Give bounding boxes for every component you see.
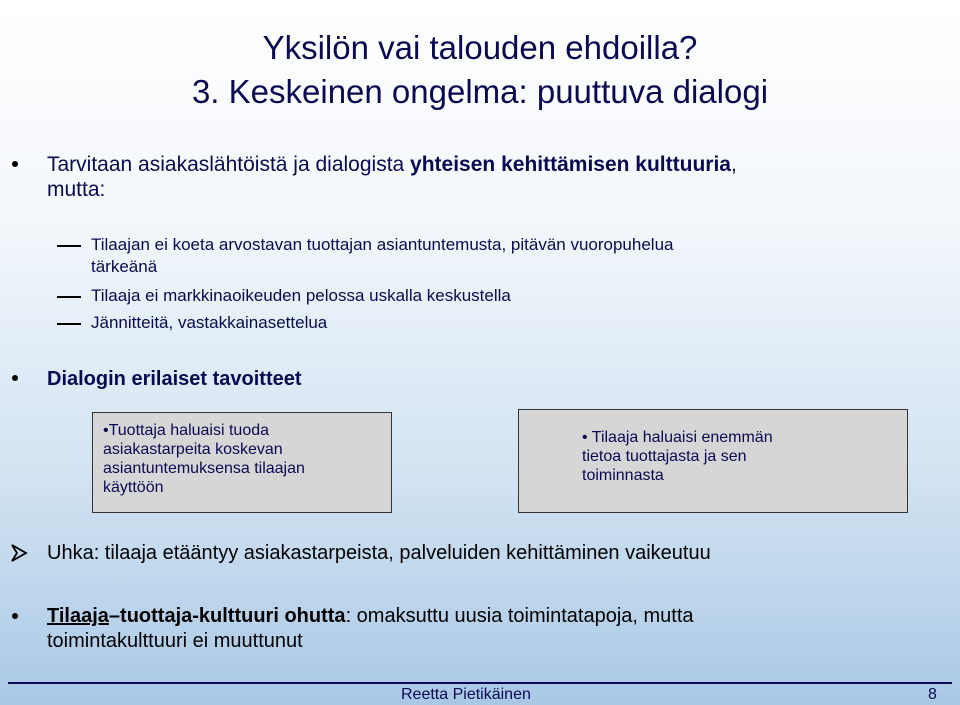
bullet-dot [12,375,18,381]
bullet1-text: Tarvitaan asiakaslähtöistä ja dialogista [47,153,411,176]
box-left-line: •Tuottaja haluaisi tuoda [103,422,270,439]
slide-title-line2: 3. Keskeinen ongelma: puuttuva dialogi [191,73,769,110]
bullet3-line2: toimintakulttuuri ei muuttunut [47,630,303,652]
box-left-line: asiantuntemuksensa tilaajan [103,460,305,477]
footer-divider [8,682,952,684]
dash-icon [57,245,81,247]
bullet1-line1 [47,152,737,178]
bullet3-colon: : [345,605,352,627]
bullet1-bold-text: yhteisen kehittämisen kulttuuria [410,153,731,176]
bullet3-line1: Tilaaja–tuottaja-kulttuuri ohutta: omaksuttu uusia toimintatapoja, mutta [47,605,694,627]
dash-icon [57,323,81,325]
footer-page-number: 8 [928,686,937,703]
box-producer-goal [92,412,392,513]
box-left-line: käyttöön [103,479,164,496]
subbullet3: Jännitteitä, vastakkainasettelua [91,313,328,332]
bullet3-rest: omaksuttu uusia toimintatapoja, mutta [351,605,694,627]
box-right-line: tietoa tuottajasta ja sen [582,448,747,465]
arrowhead-bullet-icon [10,543,28,563]
box-purchaser-goal [518,409,908,513]
subbullet2: Tilaaja ei markkinaoikeuden pelossa uskalla keskustella [91,286,511,305]
bullet2-text: Dialogin erilaiset tavoitteet [47,368,302,390]
footer-author: Reetta Pietikäinen [401,686,531,703]
bullet1-comma: , [730,153,737,176]
slide-title-line1: Yksilön vai talouden ehdoilla? [262,29,698,66]
subbullet1-line1: Tilaajan ei koeta arvostavan tuottajan asiantuntemusta, pitävän vuoropuhelua [91,235,674,254]
box-right-line: toiminnasta [582,467,664,484]
subbullet1-line2: tärkeänä [91,257,158,276]
bullet1-line2: mutta: [47,178,106,201]
bullet3-bold-culture: tuottaja-kulttuuri ohutta [120,605,346,627]
threat-text: Uhka: tilaaja etääntyy asiakastarpeista, palveluiden kehittäminen vaikeutuu [47,542,711,564]
dash-icon [57,296,81,298]
bullet-dot [12,161,18,167]
box-left-line: asiakastarpeita koskevan [103,441,283,458]
bullet-dot [12,613,18,619]
box-right-line: • Tilaaja haluaisi enemmän [582,429,773,446]
bullet3-bold-purchaser: Tilaaja [47,605,109,627]
